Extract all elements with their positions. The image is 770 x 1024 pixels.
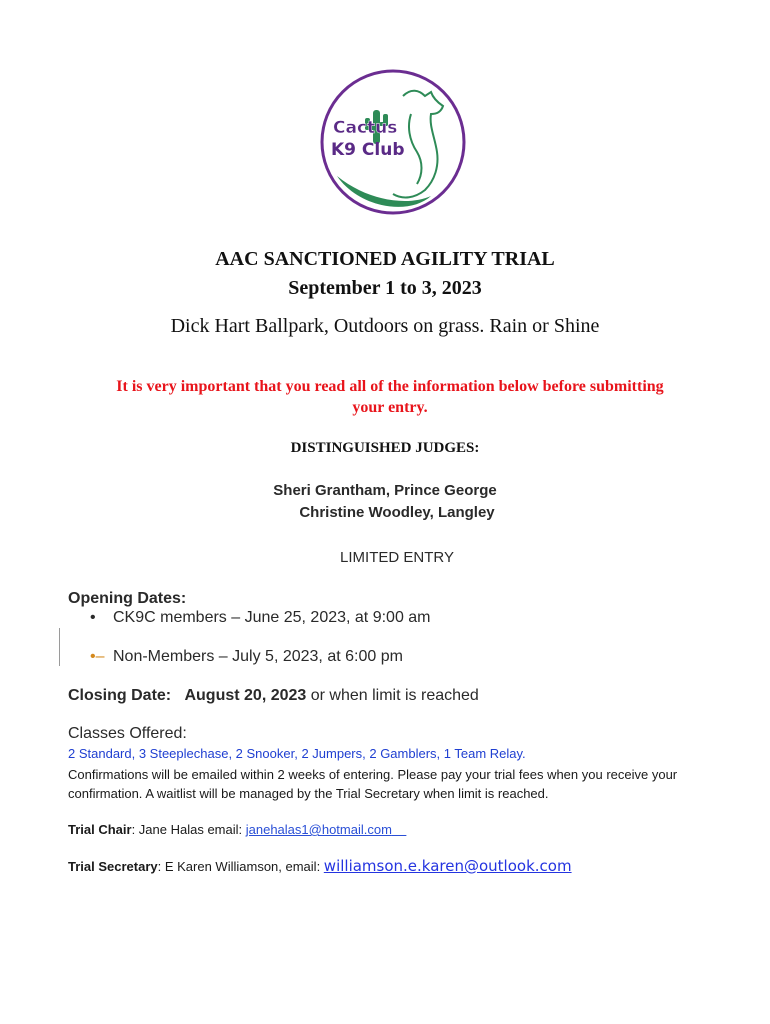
trial-secretary-text: : E Karen Williamson, email: xyxy=(157,859,324,874)
change-marker-line xyxy=(59,628,60,666)
closing-date-suffix: or when limit is reached xyxy=(306,687,479,704)
confirmation-notice: Confirmations will be emailed within 2 weeks of entering. Please pay your trial fees when you receive your confirmation. A waitlist will be managed by the Trial Secretary when limit is reached. xyxy=(68,767,678,801)
opening-date-members xyxy=(90,609,431,627)
trial-chair-label: Trial Chair xyxy=(68,822,132,837)
opening-date-nonmembers xyxy=(90,648,403,666)
trial-venue: Dick Hart Ballpark, Outdoors on grass. Rain or Shine xyxy=(170,315,600,337)
trial-dates: September 1 to 3, 2023 xyxy=(288,277,482,299)
judge-1: Sheri Grantham, Prince George xyxy=(273,482,497,499)
trial-secretary-label: Trial Secretary xyxy=(68,859,158,874)
opening-date-members-text: CK9C members – June 25, 2023, at 9:00 am xyxy=(113,609,431,626)
logo-text-line2: K9 Club xyxy=(331,140,405,160)
trial-secretary-email-link[interactable]: williamson.e.karen@outlook.com xyxy=(323,857,572,875)
limited-entry-label: LIMITED ENTRY xyxy=(340,549,454,566)
judges-heading: DISTINGUISHED JUDGES: xyxy=(290,440,480,456)
arrow-bullet-icon: •– xyxy=(90,648,105,665)
cactus-k9-club-logo xyxy=(319,66,467,218)
closing-date-label: Closing Date: xyxy=(68,687,172,704)
bullet-icon: • xyxy=(90,609,96,626)
judge-2: Christine Woodley, Langley xyxy=(299,504,495,521)
logo-text-line1: Cactus xyxy=(333,118,398,138)
trial-chair xyxy=(68,822,406,837)
closing-date xyxy=(68,687,479,705)
trial-secretary xyxy=(68,857,572,875)
trial-title: AAC SANCTIONED AGILITY TRIAL xyxy=(215,248,555,270)
closing-date-value: August 20, 2023 xyxy=(184,687,307,704)
classes-offered-label: Classes Offered: xyxy=(68,725,187,742)
classes-list: 2 Standard, 3 Steeplechase, 2 Snooker, 2 Jumpers, 2 Gamblers, 1 Team Relay. xyxy=(68,746,526,761)
trial-chair-email-link[interactable]: janehalas1@hotmail.com xyxy=(245,822,392,837)
trial-chair-text: : Jane Halas email: xyxy=(131,822,246,837)
opening-dates-label: Opening Dates: xyxy=(68,590,187,607)
important-notice: It is very important that you read all of the information below before submitting your entry. xyxy=(116,378,664,416)
opening-date-nonmembers-text: Non-Members – July 5, 2023, at 6:00 pm xyxy=(113,648,403,665)
